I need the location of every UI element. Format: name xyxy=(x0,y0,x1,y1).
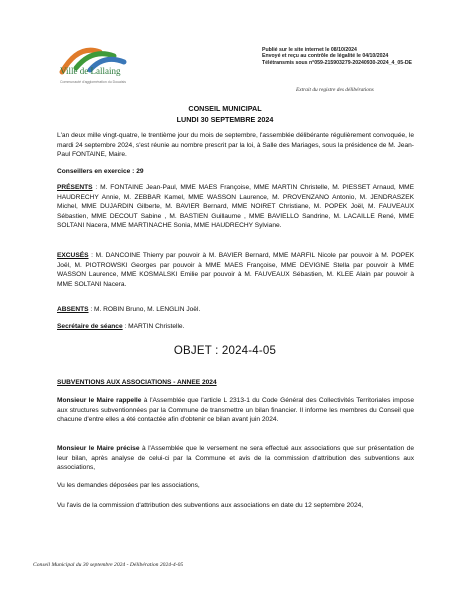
section-title xyxy=(57,378,414,388)
section-title-text: SUBVENTIONS AUX ASSOCIATIONS - ANNEE 2024 xyxy=(57,379,217,386)
excuses-label: EXCUSÉS xyxy=(57,252,89,259)
presents-list: : M. FONTAINE Jean-Paul, MME MAES Françoise, MME MARTIN Christelle, M. PIESSET Arnaud, MME HAUDRECHY Annie, M. ZEBBAR Kamel, MME WASSON Laurence, M. PROVENZANO Antonio, M. JENDRASZEK Michel, MME DUJARDIN Gilberte, M. BAVIER Bernard, MME NOIRET Christiane, M. POPEK Joël, M. FAUVEAUX Sébastien, MME DECOUT Sabine , M. BASTIEN Guillaume , MME BAVIELLO Sandrine, M. LACAILLE René, MME SOLTANI Nacera, MME MARTINACHE Sonia, MME HAUDRECHY Sylviane. xyxy=(57,184,414,230)
page-footer: Conseil Municipal du 30 septembre 2024 - Délibération 2024-4-05 xyxy=(33,562,184,568)
secretaire-paragraph xyxy=(57,322,414,332)
excuses-paragraph xyxy=(57,251,414,289)
paragraph-precise xyxy=(57,444,414,473)
presents-label: PRÉSENTS xyxy=(57,184,93,191)
paragraph-precise-lead: Monsieur le Maire précise xyxy=(57,445,140,452)
publication-line: Télétransmis sous n°059-215903279-20240930-2024_4_05-DE xyxy=(262,59,413,66)
conseillers-line xyxy=(57,167,414,177)
excuses-list: : M. DANCOINE Thierry par pouvoir à M. BAVIER Bernard, MME MARFIL Nicole par pouvoir à M. POPEK Joël, M. PIOTROWSKI Georges par pouvoir à MME MAES Françoise, MME DEVIGNE Stella par pouvoir à MME WASSON Laurence, MME KOSMALSKI Emilie par pouvoir à M. FAUVEAUX Sébastien, M. KLEE Alain par pouvoir à MME SOLTANI Nacera. xyxy=(57,252,414,288)
paragraph-precise-text: à l'Assemblée que le versement ne sera effectué aux associations que sur présentation de leur bilan, après analyse de celui-ci par la Commune et avis de la commission d'attribution des subventions aux associations, xyxy=(57,445,415,472)
paragraph-demandes: Vu les demandes déposées par les associations, xyxy=(57,482,200,489)
secretaire-name: : MARTIN Christelle. xyxy=(122,323,185,330)
absents-label: ABSENTS xyxy=(57,306,89,313)
secretaire-label: Secrétaire de séance xyxy=(57,323,123,330)
session-date: LUNDI 30 SEPTEMBRE 2024 xyxy=(176,115,274,124)
publication-stamp xyxy=(262,47,412,66)
presents-paragraph xyxy=(57,183,414,231)
publication-line: Envoyé et reçu au contrôle de légalité le 04/10/2024 xyxy=(262,53,389,60)
absents-paragraph xyxy=(57,305,414,315)
objet-heading: OBJET : 2024-4-05 xyxy=(173,345,277,357)
logo-name: Ville de Lallaing xyxy=(60,66,121,76)
absents-list: : M. ROBIN Bruno, M. LENGLIN Joël. xyxy=(88,306,201,313)
paragraph-avis: Vu l'avis de la commission d'attribution des subventions aux associations en date du 12 septembre 2024, xyxy=(57,502,364,509)
paragraph-rappel-lead: Monsieur le Maire rappelle xyxy=(57,397,142,404)
council-title: CONSEIL MUNICIPAL xyxy=(188,104,262,113)
registry-extract-label: Extrait du registre des délibérations xyxy=(296,87,374,93)
publication-line: Publié sur le site internet le 08/10/2024 xyxy=(262,47,357,53)
conseillers-count: 29 xyxy=(136,168,144,175)
intro-paragraph: L'an deux mille vingt-quatre, le trentième jour du mois de septembre, l'assemblée délibérante régulièrement convoquée, le mardi 24 septembre 2024, s'est réunie au nombre prescrit par la loi, à Salle des Mariages, sous la présidence de M. Jean-Paul FONTAINE, Maire. xyxy=(57,132,414,159)
paragraph-rappel-text: à l'Assemblée que l'article L 2313-1 du Code Général des Collectivités Territoriales impose aux structures subventionnées par la Commune de transmettre un bilan financier. Il informe les membres du Conseil que chacune d'entre elles a été contactée afin d'obtenir ce bilan avant juin 2024. xyxy=(57,397,414,424)
conseillers-label: Conseillers en exercice : xyxy=(57,168,135,175)
logo-tagline: Communauté d'agglomération du Douaisis xyxy=(60,80,127,84)
paragraph-rappel xyxy=(57,396,414,425)
